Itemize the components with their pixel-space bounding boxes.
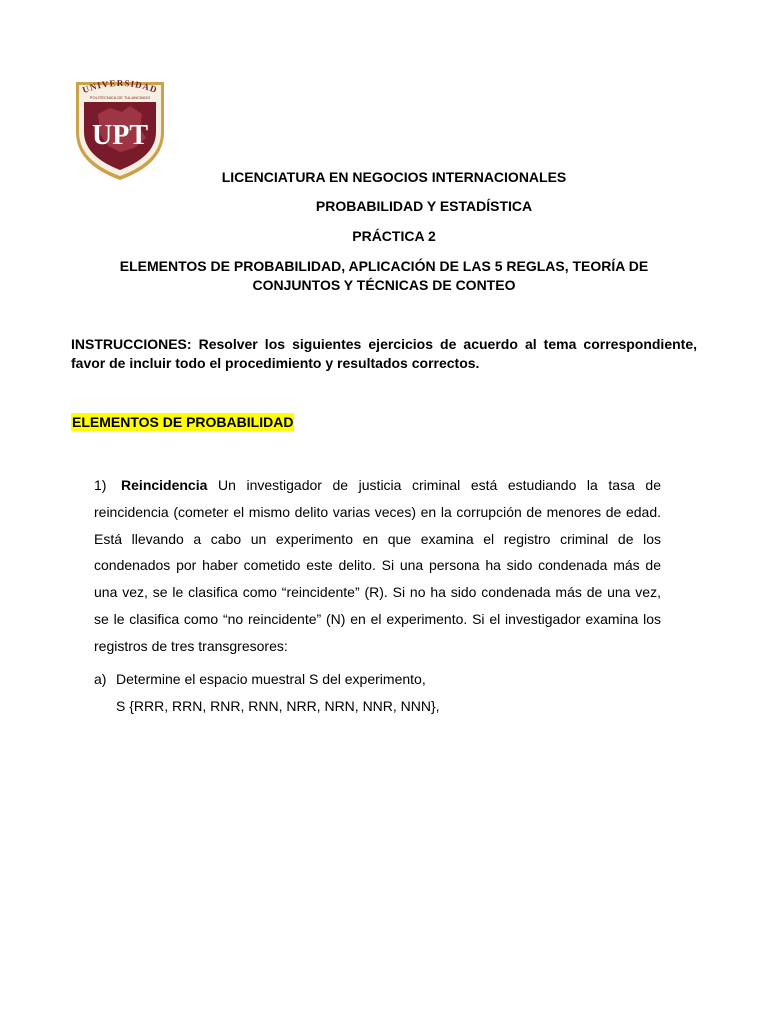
instructions-paragraph: INSTRUCCIONES: Resolver los siguientes ejercicios de acuerdo al tema correspondiente, favor de incluir todo el procedimiento y resultados correctos. — [71, 336, 697, 371]
logo-monogram: UPT — [92, 120, 148, 151]
section-heading-highlighted: ELEMENTOS DE PROBABILIDAD — [72, 414, 294, 430]
problem-1-paragraph — [94, 472, 661, 660]
problem-1-item-a — [94, 670, 426, 688]
practice-title: PRÁCTICA 2 — [352, 228, 436, 244]
problem-keyword: Reincidencia — [121, 477, 208, 493]
course-title: PROBABILIDAD Y ESTADÍSTICA — [315, 198, 533, 214]
logo-arc-text: UNIVERSIDAD — [80, 77, 160, 96]
topic-title-line-1: ELEMENTOS DE PROBABILIDAD, APLICACIÓN DE LAS 5 REGLAS, TEORÍA DE — [119, 258, 649, 274]
item-a-answer: S {RRR, RRN, RNR, RNN, NRR, NRN, NNR, NNN}, — [116, 698, 440, 714]
problem-body: Un investigador de justicia criminal está estudiando la tasa de reincidencia (cometer el mismo delito varias veces) en la corrupción de menores de edad. Está llevando a cabo un experimento en que examina el registro criminal de los condenados por haber cometido este delito. Si una persona ha sido condenada más de una vez, se le clasifica como “reincidente” (R). Si no ha sido condenada más de una vez, se le clasifica como “no reincidente” (N) en el experimento. Si el investigador examina los registros de tres transgresores: — [94, 477, 662, 654]
item-a-question: Determine el espacio muestral S del experimento, — [116, 671, 426, 687]
item-a-tag: a) — [94, 671, 107, 687]
topic-title-line-2: CONJUNTOS Y TÉCNICAS DE CONTEO — [252, 277, 516, 293]
degree-title: LICENCIATURA EN NEGOCIOS INTERNACIONALES — [221, 169, 567, 185]
problem-number: 1) — [94, 477, 107, 493]
logo-sub-text: POLITÉCNICA DE TULANCINGO — [89, 95, 151, 100]
